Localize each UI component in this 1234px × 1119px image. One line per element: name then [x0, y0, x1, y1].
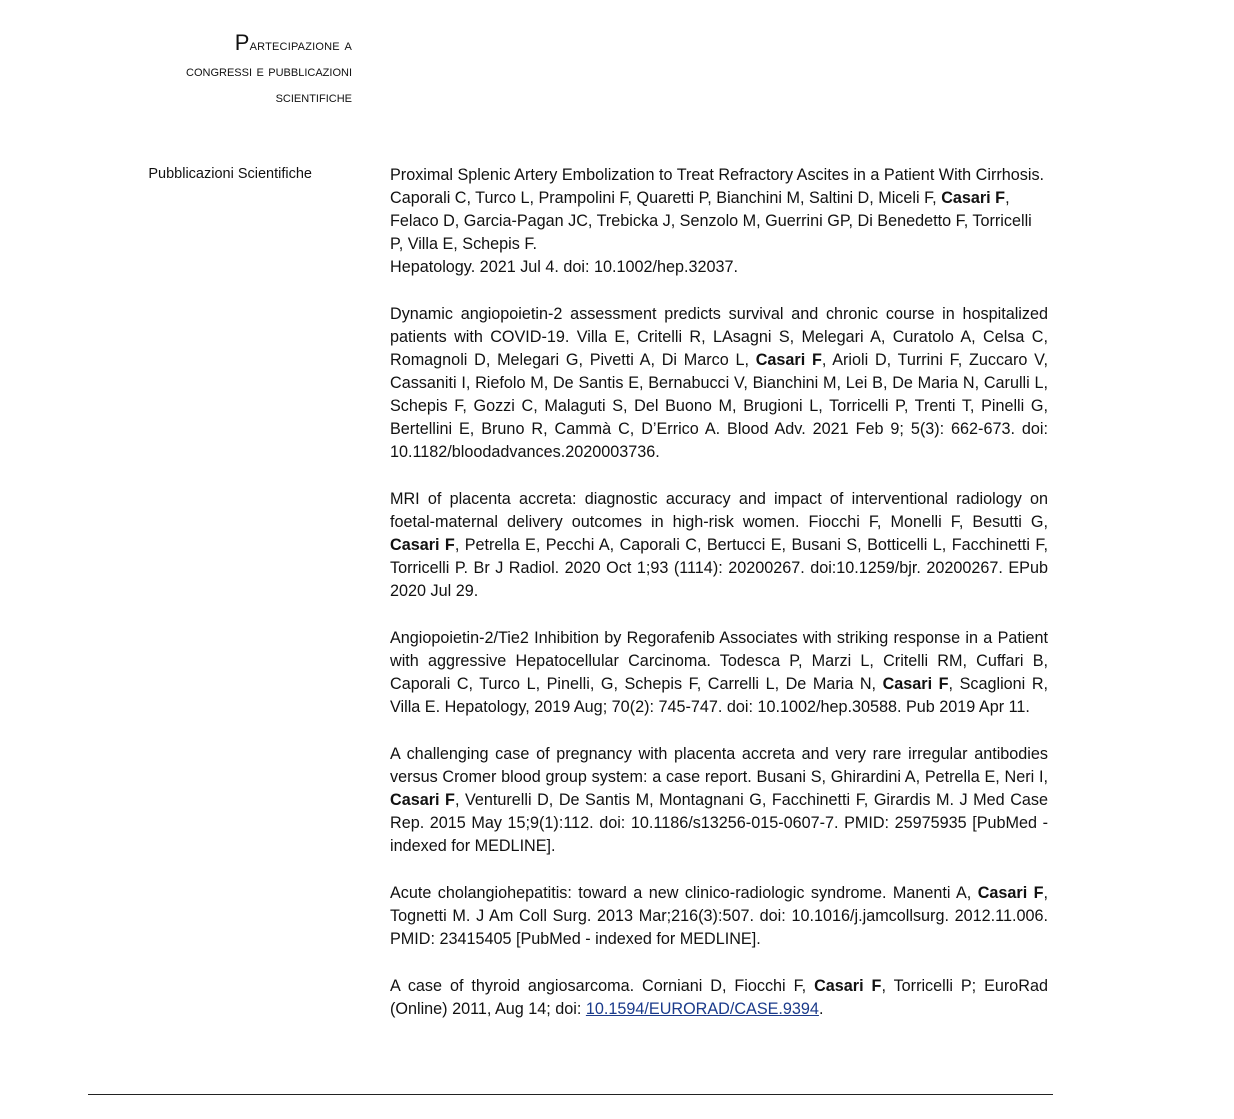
publication-item-2 [390, 303, 1048, 464]
publication-text: , Arioli D, Turrini F, Zuccaro V, Cassaniti I, Riefolo M, De Santis E, Bernabucci V, Bianchini M, Lei B, De Maria N, Carulli L, Schepis F, Gozzi C, Malaguti S, Del Buono M, Brugioni L, Torricelli P, Trenti T, Pinelli G, Bertellini E, Bruno R, Cammà C, D’Errico A. Blood Adv. 2021 Feb 9; 5(3): 662-673. doi: 10.1182/bloodadvances.2020003736. [390, 351, 1048, 461]
heading-initial: P [234, 30, 250, 55]
highlighted-author: Casari F [977, 884, 1044, 902]
publication-item-5 [390, 743, 1048, 858]
publication-text: A case of thyroid angiosarcoma. Corniani D, Fiocchi F, [390, 977, 815, 995]
publication-text: , Felaco D, Garcia-Pagan JC, Trebicka J, Senzolo M, Guerrini GP, Di Benedetto F, Torricelli P, Villa E, Schepis F. [390, 189, 1032, 253]
highlighted-author: Casari F [390, 536, 455, 554]
publication-text: Proximal Splenic Artery Embolization to Treat Refractory Ascites in a Patient With Cirrhosis. Caporali C, Turco L, Prampolini F, Quaretti P, Bianchini M, Saltini D, Miceli F, [390, 166, 1045, 207]
highlighted-author: Casari F [814, 977, 882, 995]
side-label-pubblicazioni: Pubblicazioni Scientifiche [148, 166, 312, 182]
publication-item-3 [390, 488, 1048, 603]
bottom-divider [88, 1094, 1053, 1095]
publication-list [390, 164, 1048, 1045]
highlighted-author: Casari F [941, 189, 1006, 207]
section-heading [52, 30, 352, 111]
publication-text: Dynamic angiopoietin-2 assessment predicts survival and chronic course in hospitalized patients with COVID-19. Villa E, Critelli R, LAsagni S, Melegari A, Curatolo A, Celsa C, Romagnoli D, Melegari G, Pivetti A, Di Marco L, [390, 305, 1048, 369]
highlighted-author: Casari F [882, 675, 949, 693]
publication-item-7 [390, 975, 1048, 1021]
publication-text: , Tognetti M. J Am Coll Surg. 2013 Mar;216(3):507. doi: 10.1016/j.jamcollsurg. 2012.11.006. PMID: 23415405 [PubMed - indexed for MEDLINE]. [390, 884, 1048, 948]
publication-text: , Scaglioni R, Villa E. Hepatology, 2019 Aug; 70(2): 745-747. doi: 10.1002/hep.30588. Pub 2019 Apr 11. [390, 675, 1049, 716]
publication-text: , Venturelli D, De Santis M, Montagnani G, Facchinetti F, Girardis M. J Med Case Rep. 2015 May 15;9(1):112. doi: 10.1186/s13256-015-0607-7. PMID: 25975935 [PubMed - indexed for MEDLINE]. [390, 791, 1048, 855]
section-heading-line2: congressi e pubblicazioni [186, 63, 352, 80]
publication-item-6 [390, 882, 1048, 951]
highlighted-author: Casari F [390, 791, 455, 809]
publication-text: MRI of placenta accreta: diagnostic accuracy and impact of interventional radiology on foetal-maternal delivery outcomes in high-risk women. Fiocchi F, Monelli F, Besutti G, [390, 490, 1048, 531]
publication-text: A challenging case of pregnancy with placenta accreta and very rare irregular antibodies versus Cromer blood group system: a case report. Busani S, Ghirardini A, Petrella E, Neri I, [390, 745, 1048, 786]
section-heading-line3: scientifiche [275, 89, 352, 106]
section-heading-line1 [52, 30, 352, 59]
publication-text: , Torricelli P; EuroRad (Online) 2011, Aug 14; doi: [390, 977, 1048, 1018]
publication-journal-line: Hepatology. 2021 Jul 4. doi: 10.1002/hep.32037. [390, 258, 739, 276]
publication-item-1 [390, 164, 1048, 279]
publication-text: Angiopoietin-2/Tie2 Inhibition by Regorafenib Associates with striking response in a Patient with aggressive Hepatocellular Carcinoma. Todesca P, Marzi L, Critelli RM, Cuffari B, Caporali C, Turco L, Pinelli, G, Schepis F, Carrelli L, De Maria N, [390, 629, 1048, 693]
publication-text: , Petrella E, Pecchi A, Caporali C, Bertucci E, Busani S, Botticelli L, Facchinetti F, Torricelli P. Br J Radiol. 2020 Oct 1;93 (1114): 20200267. doi:10.1259/bjr. 20200267. EPub 2020 Jul 29. [390, 536, 1048, 600]
publication-text-end: . [818, 1000, 824, 1018]
publication-item-4 [390, 627, 1048, 719]
heading-line1-rest: artecipazione a [249, 37, 352, 54]
publication-text: Acute cholangiohepatitis: toward a new clinico-radiologic syndrome. Manenti A, [390, 884, 978, 902]
doi-link[interactable]: 10.1594/EURORAD/CASE.9394 [585, 1000, 819, 1018]
highlighted-author: Casari F [755, 351, 822, 369]
